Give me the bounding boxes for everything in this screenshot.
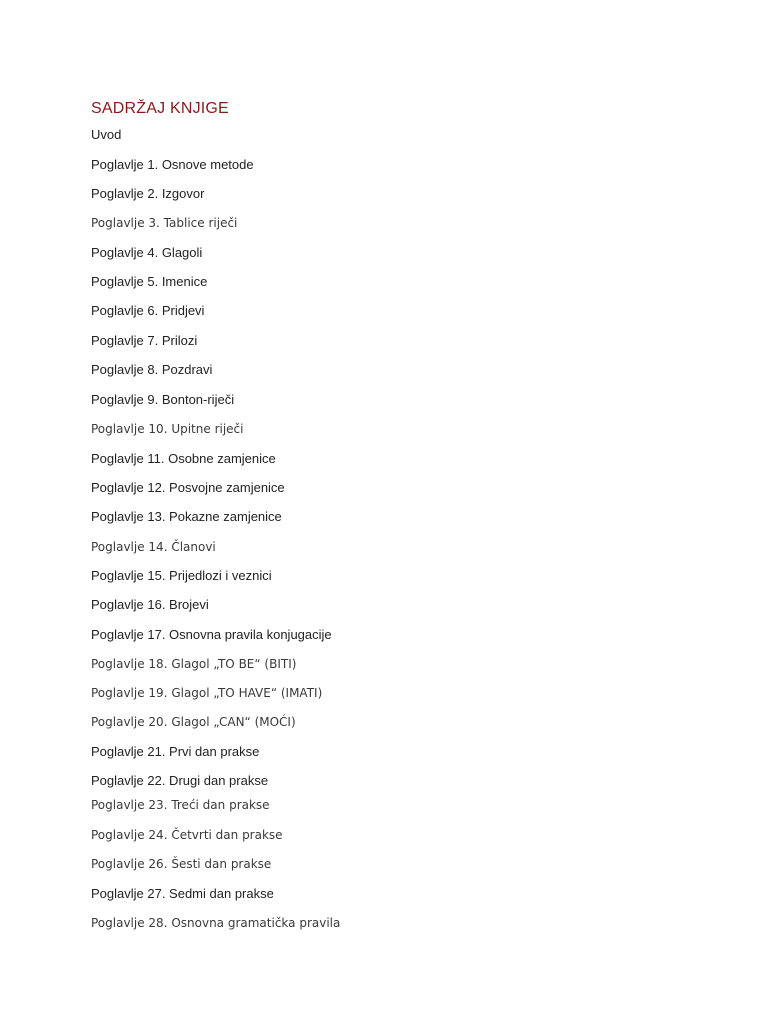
toc-entry: Uvod (91, 127, 122, 142)
toc-entry: Poglavlje 28. Osnovna gramatička pravila (91, 916, 341, 930)
toc-entry: Poglavlje 22. Drugi dan prakse (91, 773, 269, 788)
toc-entry: Poglavlje 11. Osobne zamjenice (91, 451, 276, 466)
toc-entry: Poglavlje 1. Osnove metode (91, 157, 254, 172)
toc-entry: Poglavlje 7. Prilozi (91, 333, 198, 348)
toc-entry: Poglavlje 10. Upitne riječi (91, 422, 244, 436)
toc-entry: Poglavlje 27. Sedmi dan prakse (91, 886, 274, 901)
toc-entry: Poglavlje 18. Glagol „TO BE“ (BITI) (91, 657, 297, 671)
toc-entry: Poglavlje 12. Posvojne zamjenice (91, 480, 285, 495)
toc-entry: Poglavlje 23. Treći dan prakse (91, 798, 270, 812)
toc-entry: Poglavlje 19. Glagol „TO HAVE“ (IMATI) (91, 686, 323, 700)
toc-entry: Poglavlje 13. Pokazne zamjenice (91, 509, 282, 524)
toc-entry: Poglavlje 4. Glagoli (91, 245, 203, 260)
toc-entry: Poglavlje 2. Izgovor (91, 186, 205, 201)
toc-entry: Poglavlje 9. Bonton-riječi (91, 392, 235, 407)
toc-entry: Poglavlje 5. Imenice (91, 274, 208, 289)
toc-entry: Poglavlje 8. Pozdravi (91, 362, 213, 377)
toc-entry: Poglavlje 3. Tablice riječi (91, 216, 238, 230)
toc-entry: Poglavlje 16. Brojevi (91, 597, 209, 612)
toc-entry: Poglavlje 26. Šesti dan prakse (91, 857, 272, 871)
toc-entry: Poglavlje 21. Prvi dan prakse (91, 744, 260, 759)
toc-entry: Poglavlje 15. Prijedlozi i veznici (91, 568, 272, 583)
toc-entry: Poglavlje 20. Glagol „CAN“ (MOĆI) (91, 715, 296, 729)
toc-entry: Poglavlje 6. Pridjevi (91, 303, 205, 318)
toc-entry: Poglavlje 17. Osnovna pravila konjugacije (91, 627, 332, 642)
toc-entry: Poglavlje 14. Članovi (91, 540, 216, 554)
page-title: SADRŽAJ KNJIGE (91, 100, 229, 117)
toc-entry: Poglavlje 24. Četvrti dan prakse (91, 828, 283, 842)
